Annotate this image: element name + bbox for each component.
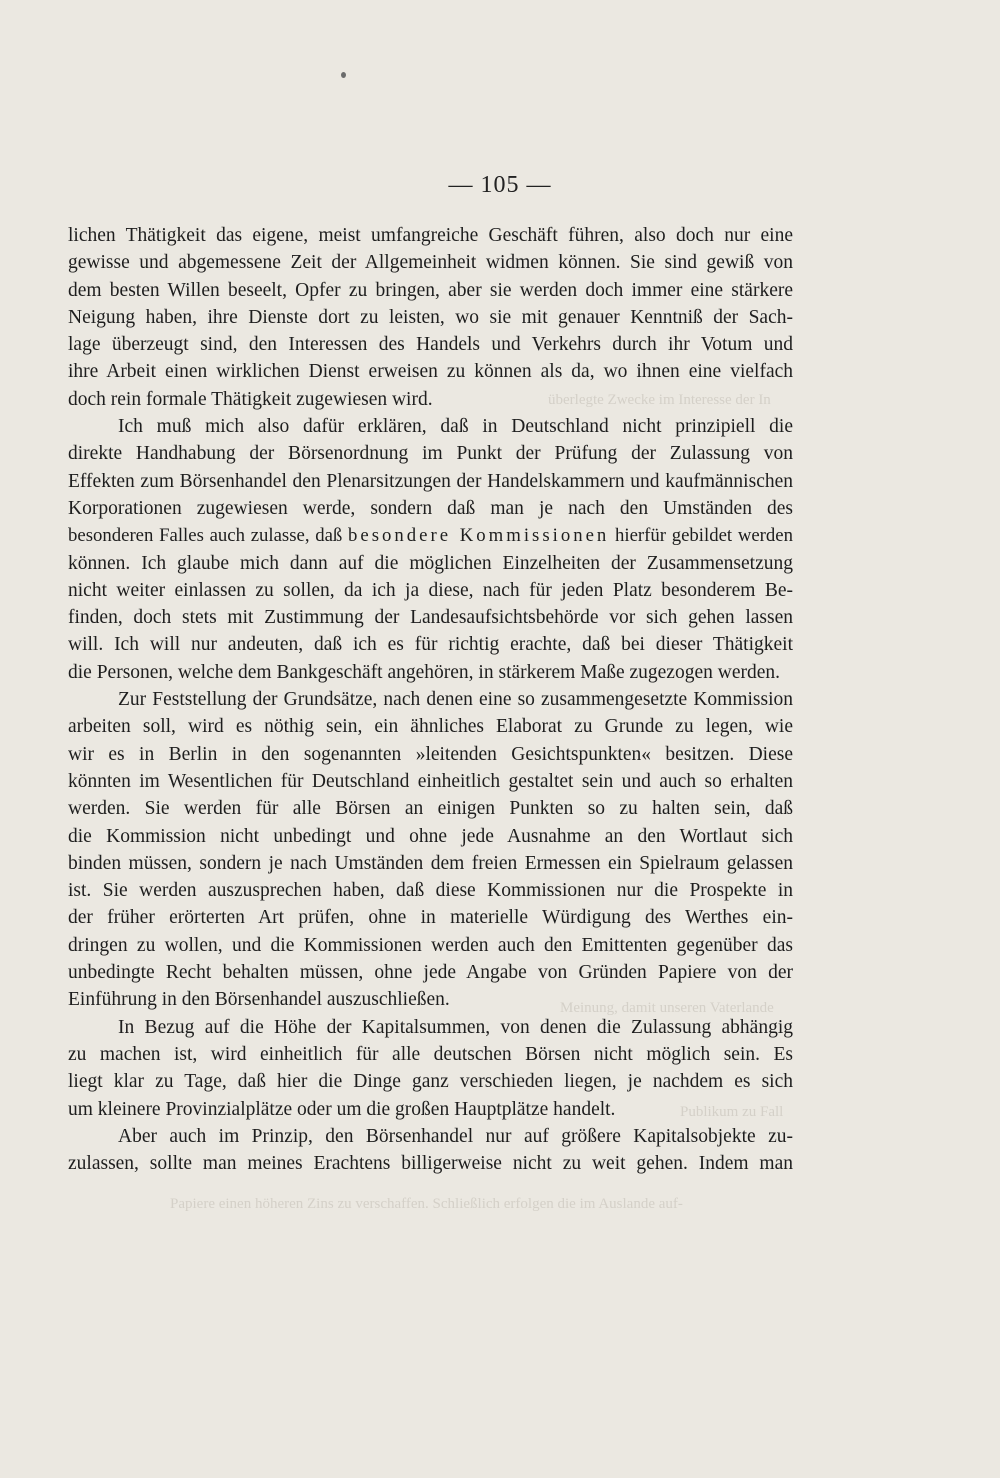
text-line: unbedingte Recht behalten müssen, ohne jede Angabe von Gründen Papiere von der: [68, 962, 793, 984]
text-line: direkte Handhabung der Börsenordnung im Punkt der Prüfung der Zulassung von: [68, 443, 793, 465]
show-through-text: überlegte Zwecke im Interesse der In: [548, 392, 771, 408]
text-line: wir es in Berlin in den sogenannten »leitenden Gesichtspunkten« besitzen. Diese: [68, 743, 793, 765]
page-number: — 105 —: [448, 172, 552, 198]
text-line: Zur Feststellung der Grundsätze, nach denen eine so zusammengesetzte Kommission: [118, 689, 793, 711]
paragraph: [68, 1123, 793, 1178]
text-line: nicht weiter einlassen zu sollen, da ich ja diese, nach für jeden Platz besonderem Be-: [68, 579, 793, 601]
text-line: um kleinere Provinzialplätze oder um die großen Hauptplätze handelt.: [68, 1098, 616, 1120]
paragraph: [68, 413, 793, 686]
text-line: doch rein formale Thätigkeit zugewiesen wird.: [68, 388, 433, 410]
text-line: die Kommission nicht unbedingt und ohne jede Ausnahme an den Wortlaut sich: [68, 825, 793, 847]
text-line: will. Ich will nur andeuten, daß ich es für richtig erachte, daß bei dieser Thätigkeit: [68, 634, 793, 656]
text-line: Einführung in den Börsenhandel auszuschließen.: [68, 989, 450, 1011]
text-line: Korporationen zugewiesen werde, sondern daß man je nach den Umständen des: [68, 497, 793, 519]
text-line: werden. Sie werden für alle Börsen an einigen Punkten so zu halten sein, daß: [68, 798, 793, 820]
text-line: Ich muß mich also dafür erklären, daß in Deutschland nicht prinzipiell die: [118, 416, 793, 438]
text-line: Neigung haben, ihre Dienste dort zu leisten, wo sie mit genauer Kenntniß der Sach-: [68, 306, 793, 328]
text-line: könnten im Wesentlichen für Deutschland einheitlich gestaltet sein und auch so erhalten: [68, 770, 793, 792]
text-line: ist. Sie werden auszusprechen haben, daß diese Kommissionen nur die Prospekte in: [68, 880, 793, 902]
text-line: zu machen ist, wird einheitlich für alle deutschen Börsen nicht möglich sein. Es: [68, 1043, 793, 1065]
show-through-text: Publikum zu Fall: [680, 1104, 784, 1120]
ink-speck: [341, 72, 346, 78]
text-fragment: hierfür gebildet werden: [609, 525, 793, 547]
text-line: finden, doch stets mit Zustimmung der Landesaufsichtsbehörde vor sich gehen lassen: [68, 607, 793, 629]
text-line: gewisse und abgemessene Zeit der Allgemeinheit widmen können. Sie sind gewiß von: [68, 252, 793, 274]
text-line: der früher erörterten Art prüfen, ohne in materielle Würdigung des Werthes ein-: [68, 907, 793, 929]
text-line: binden müssen, sondern je nach Umständen dem freien Ermessen ein Spielraum gelassen: [68, 852, 793, 874]
text-line: liegt klar zu Tage, daß hier die Dinge ganz verschieden liegen, je nachdem es sich: [68, 1071, 793, 1093]
text-line: lichen Thätigkeit das eigene, meist umfangreiche Geschäft führen, also doch nur eine: [68, 225, 793, 246]
text-line: ihre Arbeit einen wirklichen Dienst erweisen zu können als da, wo ihnen eine vielfach: [68, 361, 793, 383]
text-fragment: besonderen Falles auch zulasse, daß: [68, 525, 349, 547]
text-line: dem besten Willen beseelt, Opfer zu bringen, aber sie werden doch immer eine stärkere: [68, 279, 793, 301]
paragraph: [68, 686, 793, 1014]
emphasized-text: besondere Kommissionen: [348, 525, 610, 547]
show-through-text: Papiere einen höheren Zins zu verschaffen. Schließlich erfolgen die im Auslande auf-: [170, 1196, 683, 1212]
show-through-text: Meinung, damit unseren Vaterlande: [560, 1000, 774, 1016]
body-text: [68, 222, 793, 1177]
text-line: Effekten zum Börsenhandel den Plenarsitzungen der Handelskammern und kaufmännischen: [68, 470, 793, 492]
text-line: die Personen, welche dem Bankgeschäft angehören, in stärkerem Maße zugezogen werden.: [68, 661, 781, 683]
paragraph: [68, 1014, 793, 1123]
text-line-with-emphasis: [68, 522, 793, 549]
text-line: zulassen, sollte man meines Erachtens billigerweise nicht zu weit gehen. Indem man: [68, 1153, 793, 1175]
text-line: Aber auch im Prinzip, den Börsenhandel nur auf größere Kapitalsobjekte zu-: [118, 1125, 793, 1147]
text-line: dringen zu wollen, und die Kommissionen werden auch den Emittenten gegenüber das: [68, 934, 793, 956]
paragraph: [68, 222, 793, 413]
text-line: können. Ich glaube mich dann auf die möglichen Einzelheiten der Zusammensetzung: [68, 552, 793, 574]
text-line: arbeiten soll, wird es nöthig sein, ein ähnliches Elaborat zu Grunde zu legen, wie: [68, 716, 793, 738]
text-line: lage überzeugt sind, den Interessen des Handels und Verkehrs durch ihr Votum und: [68, 334, 793, 356]
text-line: In Bezug auf die Höhe der Kapitalsummen, von denen die Zulassung abhängig: [118, 1016, 793, 1038]
